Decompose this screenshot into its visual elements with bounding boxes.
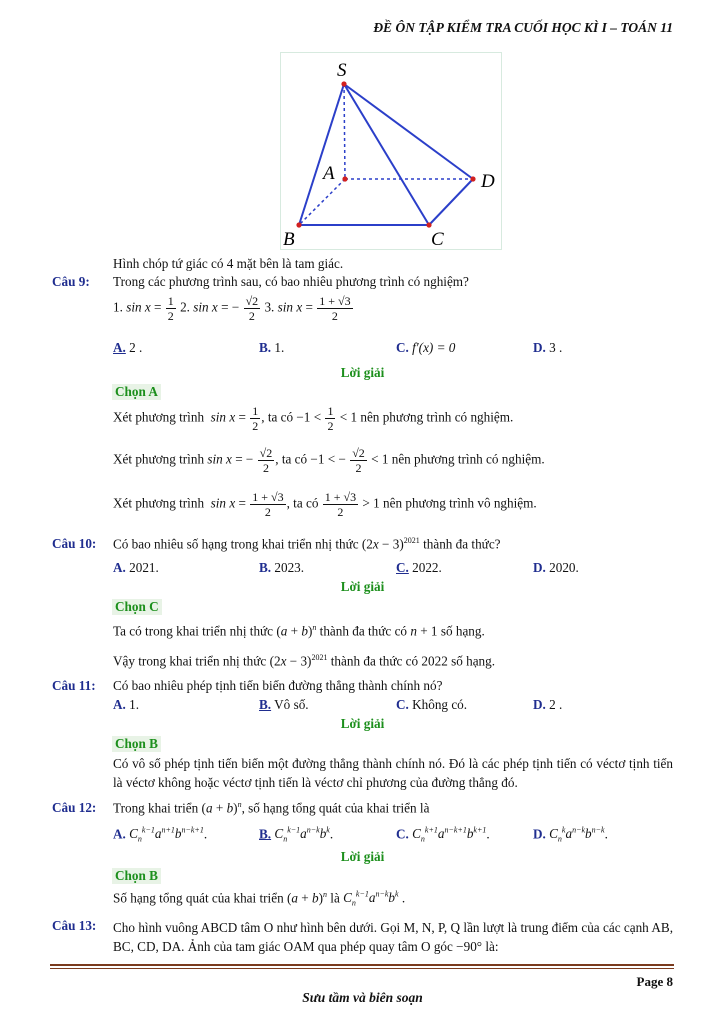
q10-text: Có bao nhiêu số hạng trong khai triển nhị thức $(2x - 3)^{2021}$ thành đa thức? bbox=[113, 536, 501, 552]
q12-option-b[interactable]: B. $C_n^{k-1}a^{n-k}b^k$. bbox=[259, 826, 334, 845]
label-b: B bbox=[283, 229, 295, 249]
q10-option-b[interactable]: B. 2023. bbox=[259, 560, 305, 575]
q12-option-c[interactable]: C. $C_n^{k+1}a^{n-k+1}b^{k+1}$. bbox=[396, 826, 490, 845]
q9-text: Trong các phương trình sau, có bao nhiêu phương trình có nghiệm? bbox=[113, 274, 469, 289]
q12-label: Câu 12: bbox=[52, 800, 97, 815]
q10-option-c[interactable]: C. 2022. bbox=[396, 560, 442, 575]
point-s bbox=[341, 81, 346, 86]
q9-option-d[interactable]: D. 3 . bbox=[533, 340, 563, 355]
q9-option-a[interactable]: A. 2 . bbox=[113, 340, 143, 355]
q13-text: Cho hình vuông ABCD tâm O như hình bên dưới. Gọi M, N, P, Q lần lượt là trung điểm của các cạnh AB, BC, CD, DA. Ảnh của tam giác OAM qua phép quay tâm O góc −90° là: bbox=[113, 920, 673, 954]
q10-option-d[interactable]: D. 2020. bbox=[533, 560, 579, 575]
q12-step-1: Số hạng tổng quát của khai triển $(a + b)^n$ là $C_n^{k-1}a^{n-k}b^k$ . bbox=[113, 890, 406, 909]
page-number: Page 8 bbox=[636, 974, 673, 989]
q12-option-a[interactable]: A. $C_n^{k-1}a^{n+1}b^{n-k+1}$. bbox=[113, 826, 208, 845]
page-header: ĐỀ ÔN TẬP KIỂM TRA CUỐI HỌC KÌ I – TOÁN 11 bbox=[373, 20, 673, 35]
edge-sd bbox=[344, 84, 473, 179]
label-a: A bbox=[323, 163, 335, 184]
q12-answer: Chọn B bbox=[112, 868, 161, 884]
q11-label: Câu 11: bbox=[52, 678, 96, 693]
q11-option-d[interactable]: D. 2 . bbox=[533, 697, 563, 712]
q12-text: Trong khai triển $(a + b)^n$, số hạng tổng quát của khai triển là bbox=[113, 800, 430, 816]
edge-sa-hidden bbox=[344, 84, 345, 179]
q9-option-b[interactable]: B. 1. bbox=[259, 340, 285, 355]
q10-solution-heading: Lời giải bbox=[340, 579, 385, 594]
q11-text: Có bao nhiêu phép tịnh tiến biến đường thẳng thành chính nó? bbox=[113, 678, 443, 693]
q10-option-a[interactable]: A. 2021. bbox=[113, 560, 159, 575]
q11-option-c[interactable]: C. Không có. bbox=[396, 697, 468, 712]
q11-explanation: Có vô số phép tịnh tiến biến một đường thẳng thành chính nó. Đó là các phép tịnh tiến có véctơ tịnh tiến là véctơ không hoặc véctơ tịnh tiến là véctơ chỉ phương của đường thẳng đó. bbox=[113, 756, 673, 790]
q9-step-2: Xét phương trình sin x = − $\frac{√2}{2}$ , ta có −1 < − $\frac{√2}{2}$ < 1 nên phương trình có nghiệm. bbox=[113, 446, 545, 475]
q9-label: Câu 9: bbox=[52, 274, 90, 289]
label-d: D bbox=[481, 171, 495, 192]
footer-rule-thin bbox=[50, 968, 674, 969]
q9-step-3: Xét phương trình sin x = $\frac{1 + √3}{2}$ , ta có $\frac{1 + √3}{2}$ > 1 nên phương trình vô nghiệm. bbox=[113, 490, 537, 519]
q10-label: Câu 10: bbox=[52, 536, 97, 551]
footer-text: Sưu tầm và biên soạn bbox=[302, 990, 423, 1005]
point-d bbox=[470, 176, 475, 181]
q10-step-1: Ta có trong khai triển nhị thức $(a + b)^n$ thành đa thức có n + 1 số hạng. bbox=[113, 623, 485, 639]
label-s: S bbox=[337, 60, 347, 81]
point-c bbox=[426, 222, 431, 227]
q10-step-2: Vậy trong khai triển nhị thức $(2x - 3)^{2021}$ thành đa thức có 2022 số hạng. bbox=[113, 653, 496, 669]
q11-answer: Chọn B bbox=[112, 736, 161, 752]
footer-rule-thick bbox=[50, 964, 674, 966]
q11-option-b[interactable]: B. Vô số. bbox=[259, 697, 309, 712]
point-a bbox=[342, 176, 347, 181]
q12-solution-heading: Lời giải bbox=[340, 849, 385, 864]
q9-answer: Chọn A bbox=[112, 384, 161, 400]
q9-equations: 1. sin x = $\frac{1}{2}$ 2. sin x = − $\frac{√2}{2}$ 3. sin x = $\frac{1 + √3}{2}$ bbox=[113, 294, 351, 323]
q9-option-c[interactable]: C. f′(x) = 0 bbox=[396, 340, 456, 355]
edge-sc bbox=[344, 84, 429, 225]
label-c: C bbox=[431, 229, 444, 249]
q10-answer: Chọn C bbox=[112, 599, 162, 615]
point-b bbox=[296, 222, 301, 227]
q11-option-a[interactable]: A. 1. bbox=[113, 697, 140, 712]
q11-solution-heading: Lời giải bbox=[340, 716, 385, 731]
pyramid-figure bbox=[280, 52, 502, 250]
top-caption: Hình chóp tứ giác có 4 mặt bên là tam giác. bbox=[113, 256, 344, 271]
q9-step-1: Xét phương trình sin x = $\frac{1}{2}$ , ta có −1 < $\frac{1}{2}$ < 1 nên phương trình có nghiệm. bbox=[113, 404, 514, 433]
q9-solution-heading: Lời giải bbox=[340, 365, 385, 380]
edge-sb bbox=[299, 84, 344, 225]
q13-label: Câu 13: bbox=[52, 918, 97, 933]
q12-option-d[interactable]: D. $C_n^ka^{n-k}b^{n-k}$. bbox=[533, 826, 608, 845]
pyramid-svg bbox=[281, 53, 501, 249]
edge-cd bbox=[429, 179, 473, 225]
